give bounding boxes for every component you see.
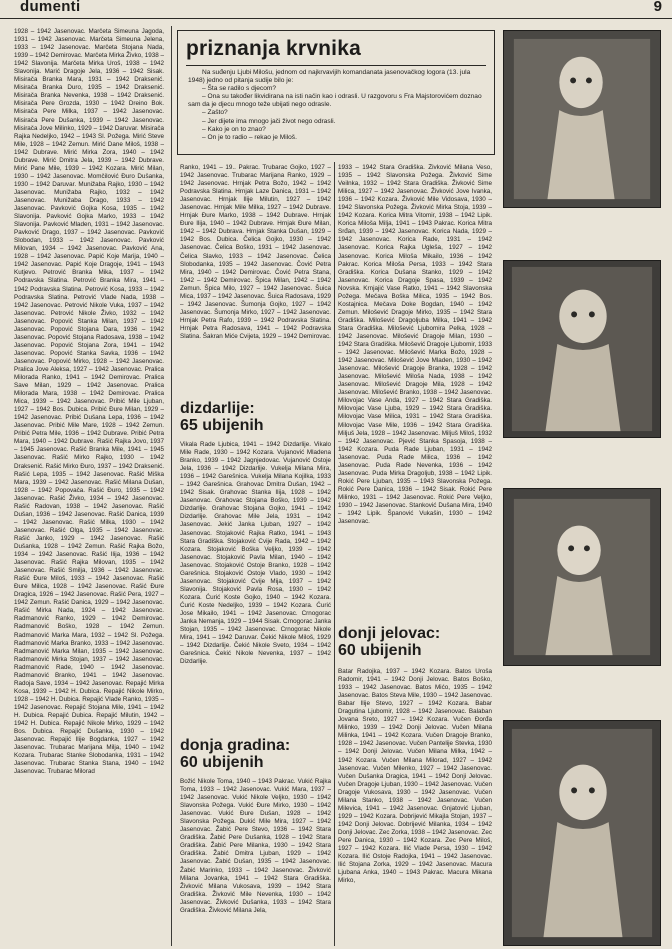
intro-answer: – Jer dijete ima mnogo jači život nego odrasli. [202, 117, 336, 125]
intro-question: – Zašto? [202, 109, 228, 117]
page-header [0, 0, 672, 19]
intro-question: – Šta se radilo s djecom? [202, 85, 277, 93]
article-intro [188, 69, 484, 142]
victims-text: Božić Nikole Toma, 1940 – 1943 Pakrac. Vukić Rajka Toma, 1933 – 1942 Jasenovac. Vukić Mara, 1937 – 1942 Jasenovac. Vukić Nikole Veljko, 1930 – 1942 Slavonska Požega. Vukić Đure Mirko, 1930 – 1942 Jasenovac. Vukić Đure Dušan, 1928 – 1942 Slavonska Požega. Dukić Mile Mira, 1927 – 1942 Jasenovac. Žabić Pere Stevo, 1936 – 1942 Stara Gradiška. Žabić Pere Dušanka, 1928 – 1942 Stara Gradiška. Žabić Pere Milanka, 1930 – 1942 Stara Gradiška. Žabić Dmitra Ljuban, 1929 – 1942 Jasenovac. Žabić Dušan, 1935 – 1942 Jasenovac. Žabić Marinko, 1933 – 1942 Jasenovac. Živković Milana Jovanka, 1941 – 1942 Stara Gradiška. Živković Milana Vukosava, 1939 – 1942 Stara Gradiška. Živković Mile Nevenka, 1930 – 1942 Jasenovac. Živković Dušanka, 1933 – 1942 Stara Gradiška. Živković Milana Jela, [180, 778, 331, 914]
dizdarlije-list [180, 441, 331, 727]
child-victim-photo-icon [503, 488, 661, 666]
heading-text: donji jelovac: 60 ubijenih [338, 625, 441, 659]
dizdarlije-heading [180, 400, 330, 434]
donja-gradina-list [180, 778, 331, 946]
victims-text: Vikala Rade Ljubica, 1941 – 1942 Dizdarlije. Vikalo Mile Rade, 1930 – 1942 Kozara. Vujanović Mladena Branko, 1939 – 1942 Jagnjedovac. Vujanović Ostoje Jela, 1936 – 1942 Dizdarlije. Vukelja Milana Mira, 1936 – 1942 Garešnica. Vukelja Milana Kojilka, 1933 – 1942 Garešnica. Grahovac Dmitra Dušan, 1942 – 1942 Sisak. Grahovac Stanka Ilija, 1928 – 1942 Jasenovac. Grahovac Stojana Boško, 1939 – 1942 Dizdarlije. Grahovac Stojana Gojko, 1941 – 1942 Dizdarlije. Grahovac Mile Jela, 1931 – 1942 Jasenovac. Jekić Janka Ljuban, 1927 – 1942 Jasenovac. Stojaković Rajka Ratko, 1941 – 1943 Stara Gradiška. Stojaković Cvije Rada, 1942 – 1942 Kozara. Stojaković Boška Veljko, 1939 – 1942 Jasenovac. Stojaković Pavla Milan, 1940 – 1942 Jasenovac. Stojaković Ostoje Branko, 1928 – 1942 Garešnica. Stojaković Ostoje Vlado, 1930 – 1942 Jasenovac. Stojaković Cvije Mija, 1937 – 1942 Slavonija. Stojaković Pavla Rosa, 1930 – 1942 Kozara. Ćurić Koste Gojko, 1940 – 1942 Kozara. Ćurić Koste Nedeljko, 1939 – 1942 Kozara. Ćurić Jose Mikailo, 1941 – 1942 Jasenovac. Crnogorac Janka Nemanja, 1929 – 1944 Sisak. Crnogorac Janka Stojan, 1935 – 1942 Jasenovac. Crnogorac Nikole Mira, 1941 – 1942 Daruvar. Čekić Nikole Miloš, 1929 – 1942 Dizdarlije. Čekić Nikole Sveto, 1934 – 1942 Garešnica. Čekić Nikole Nevenka, 1937 – 1942 Dizdarlije. [180, 441, 331, 666]
child-victim-photo-icon [503, 260, 661, 438]
intro-question: – Kako je on to znao? [202, 125, 266, 133]
victims-text: 1933 – 1942 Stara Gradiška. Živković Milana Veso, 1935 – 1942 Slavonska Požega. Živković Sime Veilnka, 1932 – 1942 Stara Gradiška. Živković Sime Milica, 1927 – 1942 Jasenovac. Živković Jove Ivanka, 1936 – 1942 Kozara. Živković Mile Vidosava, 1930 – 1942 Slavonska Požega. Živković Mirka Stoja, 1939 – 1942 Kozara. Korica Mitra Vitomir, 1938 – 1942 Lipik. Korica Miloša Milja, 1941 – 1943 Pakrac. Korica Mitra Srđan, 1939 – 1942 Jasenovac. Korica Nada, 1929 – 1942 Jasenovac. Korica Rade, 1931 – 1942 Jasenovac. Korica Rajka Ugleša, 1927 – 1942 Jasenovac. Korica Miloša Mikailo, 1936 – 1942 Pakrac. Korica Miloša Persa, 1933 – 1942 Stara Gradiška. Korica Dušana Stanko, 1929 – 1942 Jasenovac. Korica Dragoje Spasa, 1939 – 1942 Novska. Krnjajić Vase Ratko, 1941 – 1942 Slavonska Požega. Mečava Boška Milica, 1935 – 1942 Bos. Kostajnica. Mečava Doke Bogdan, 1940 – 1942 Zemun. Milošević Dragoje Mirko, 1935 – 1942 Stara Gradiška. Milošević Dragoljuba Milka, 1941 – 1942 Stara Gradiška. Milošević Ljubomira Pelka, 1928 – 1942 Jasenovac. Milošević Dragoje Milan, 1930 – 1942 Stara Gradiška. Milošević Dragoje Ljubomir, 1933 – 1942 Jasenovac. Milošević Marka Božo, 1928 – 1942 Jasenovac. Milošević Jove Mladen, 1930 – 1942 Jasenovac. Milošević Dragoje Branka, 1928 – 1942 Jasenovac. Milošević Miloša Nada, 1938 – 1942 Jasenovac. Milošević Dragoje Mila, 1928 – 1942 Jasenovac. Milošević Branko, 1938 – 1942 Jasenovac. Milovojac Vase Anda, 1927 – 1942 Stara Gradiška. Milovojac Vase Ljuba, 1929 – 1942 Stara Gradiška. Milovojac Vase Milica, 1931 – 1942 Stara Gradiška. Milovojac Vase Mile, 1936 – 1942 Stara Gradiška. Miljuš Jela, 1928 – 1942 Jasenovac. Miljuš Miloš, 1932 – 1942 Jasenovac. Pjević Stanka Spasoja, 1938 – 1942 Kozara. Puda Rade Ljuban, 1931 – 1942 Jasenovac. Puda Rade Milica, 1936 – 1942 Jasenovac. Puda Rade Nevenka, 1936 – 1942 Jasenovac. Puda Mirka Dragoljub, 1938 – 1942 Lipik. Rokić Pere Ljuban, 1935 – 1943 Slavonska Požega. Rokić Pere Danica, 1936 – 1942 Sisak. Rokić Pere Milinko, 1931 – 1942 Jasenovac. Rokić Pere Veljko, 1930 – 1942 Jasenovac. Stanković Dušana Mira, 1940 – 1942 Lipik. Španović Vukašin, 1930 – 1942 Jasenovac. [338, 164, 492, 526]
child-victim-photo-icon [503, 30, 661, 208]
column-divider [334, 162, 335, 946]
donja-gradina-heading [180, 737, 330, 771]
victims-text: Batar Radojka, 1937 – 1942 Kozara. Batos Uroša Radomir, 1941 – 1942 Donji Jelovac. Batos Boško, 1933 – 1942 Jasenovac. Batos Mićo, 1935 – 1942 Jasenovac. Batos Steva Mile, 1930 – 1942 Jasenovac. Babar Ilije Stevo, 1927 – 1942 Kozara. Babar Dragutina Ljubomir, 1928 – 1942 Jasenovac. Balaban Jovana Sreto, 1927 – 1942 Kozara. Vučen Đorđa Milinko, 1939 – 1942 Donji Jelovac. Vučen Milana Milinka, 1941 – 1942 Kozara. Vučen Dragoje Branko, 1928 – 1942 Jasenovac. Vučen Pantelije Stevka, 1930 – 1942 Donji Jelovac. Vučen Milana Milka, 1942 – 1942 Kozara. Vučen Milana Milorad, 1927 – 1942 Jasenovac. Vučen Milenko, 1927 – 1942 Jasenovac. Vučen Dušanka Dragica, 1941 – 1942 Donji Jelovac. Vučen Dragoje Ljuban, 1930 – 1942 Jasenovac. Vučen Dragoje Vukosava, 1930 – 1942 Jasenovac. Vučen Milana Stanko, 1938 – 1942 Jasenovac. Vučen Milevica, 1941 – 1942 Jasenovac. Gnjatović Ljuban, 1929 – 1942 Kozara. Dobrijević Mikajla Stojan, 1937 – 1942 Donji Jelovac. Dobrijević Milanka, 1934 – 1942 Donji Jelovac. Zec Zorka, 1938 – 1942 Jasenovac. Zec Pere Danica, 1930 – 1942 Kozara. Zec Pere Miloš, 1927 – 1942 Kozara. Ilić Vlade Persa, 1930 – 1942 Kozara. Ilić Ostoje Radojka, 1941 – 1942 Jasenovac. Ilić Stojana Zorka, 1929 – 1942 Jasenovac. Macura Ljubana Anka, 1940 – 1943 Pakrac. Macura Mikana Mirko, [338, 668, 492, 885]
donji-jelovac-list [338, 668, 492, 946]
intro-answer: – Ona su također likvidirana na isti način kao i odrasli. U razgovoru s Fra Majstorovićem doznao sam da je djecu mnogo teže ubijati nego odrasle. [188, 93, 482, 109]
victims-text: 1928 – 1942 Jasenovac. Marčeta Simeuna Jagoda, 1931 – 1942 Jasenovac. Marčeta Simeuna Jelena, 1933 – 1942 Jasenovac. Marčeta Stojana Nada, 1939 – 1942 Demirovac. Marčeta Mirka Živko, 1938 – 1942 Slavonija. Marčeta Mirka Uroš, 1938 – 1942 Slavonija. Marić Dragoje Jela, 1936 – 1942 Sisak. Misirača Branka Mara, 1931 – 1942 Draksenić. Misirača Branka Duro, 1935 – 1942 Draksenić. Misirača Branka Nevenka, 1938 – 1942 Draksenić. Misirača Pere Grozda, 1930 – 1942 Dreino Bok. Misirača Pere Milka, 1937 – 1942 Jasenovac. Misirača Pere Dušanka, 1939 – 1942 Jasenovac. Misirača Jove Milinko, 1929 – 1942 Daruvar. Misirača Rajka Nedeljko, 1942 – 1943 Sl. Požega. Mirić Steve Mile, 1928 – 1942 Zemun. Mirić Dane Miloš, 1938 – 1942 Dubrave. Mirić Mirka Zora, 1940 – 1942 Dubrave. Mirić Dmitra Jela, 1939 – 1942 Dubrave. Mirić Pane Mile, 1939 – 1942 Kozara. Mirić Milan, 1930 – 1942 Jasenovac. Momčilović Đuro Dušanka, 1930 – 1942 Daruvar. Munižaba Rajko, 1930 – 1942 Jasenovac. Munižaba Rajko, 1932 – 1942 Jasenovac. Munižaba Drago, 1933 – 1942 Jasenovac. Pavković Gojka Kosa, 1935 – 1942 Slavonija. Pavković Gojka Marko, 1933 – 1942 Slavonija. Pavković Mladen, 1931 – 1942 Jasenovac. Pavković Drago, 1937 – 1942 Jasenovac. Pavković Slobodan, 1933 – 1942 Jasenovac. Pavković Milovan, 1934 – 1942 Jasenovac. Pavković Ana, 1928 – 1942 Jasenovac. Papić Koje Marija, 1940 – 1942 Jasenovac. Papić Koje Dragoje, 1941 – 1943 Kutjevo. Petrović Branka Mika, 1937 – 1942 Podravska Slatina. Petrović Branka Mira, 1941 – 1942 Podravska Slatina. Petrović Kosa, 1933 – 1942 Podravska Slatina. Petrović Vlade Nada, 1938 – 1942 Jasenovac. Petrović Nikole Vuka, 1937 – 1942 Jasenovac. Petrović Nikole Živko, 1932 – 1942 Jasenovac. Popović Stanka Milan, 1937 – 1942 Jasenovac. Popović Stojana Dara, 1936 – 1942 Jasenovac. Popović Stojana Radosava, 1938 – 1942 Jasenovac. Popović Stojana Zora, 1941 – 1942 Jasenovac. Popović Stanka Savka, 1936 – 1942 Jasenovac. Popović Mirko, 1928 – 1942 Jasenovac. Pralica Jove Aleksa, 1927 – 1942 Jasenovac. Pralica Milorada Ranko, 1941 – 1942 Demirovac. Pralica Save Milan, 1929 – 1942 Jasenovac. Pralica Milorada Mara, 1938 – 1942 Demirovac. Pralica Mica, 1939 – 1942 Jasenovac. Pribić Mile Ljuban, 1927 – 1942 Bos. Dubica. Pribić Đure Milan, 1929 – 1942 Jasenovac. Pribić Dušana Lepa, 1936 – 1942 Jasenovac. Pribić Mile Mare, 1928 – 1942 Zemun. Pribić Petra Mile, 1936 – 1942 Dubrave. Pribić Petra Mara, 1940 – 1942 Dubrave. Rašić Rajka Jovo, 1937 – 1945 Jasenovac. Rašić Branka Mile, 1941 – 1945 Jasenovac. Rašić Mirko Rajko, 1930 – 1942 Draksenić. Rašić Mirko Đuro, 1937 – 1942 Draksenić. Rašić Lepa, 1935 – 1942 Jasenovac. Rašić Miška Mara, 1939 – 1942 Jasenovac. Rašić Milana Dušan, 1928 – 1942 Popovača. Rašić Đuro, 1935 – 1942 Jasenovac. Rašić Živko, 1934 – 1942 Jasenovac. Rašić Radovan, 1938 – 1942 Jasenovac. Rašić Dušan, 1936 – 1942 Jasenovac. Rašić Danica, 1939 – 1942 Jasenovac. Rašić Milka, 1930 – 1942 Jasenovac. Rašić Olga, 1935 – 1942 Jasenovac. Rašić Janko, 1929 – 1942 Jasenovac. Rašić Dušanka, 1928 – 1942 Zemun. Rašić Rajka Božo, 1934 – 1942 Jasenovac. Rašić Ilija, 1936 – 1942 Jasenovac. Rašić Rajka Milovan, 1935 – 1942 Jasenovac. Rašić Smilja, 1936 – 1942 Jasenovac. Rašić Đure Miloš, 1933 – 1942 Jasenovac. Rašić Đure Milica, 1928 – 1942 Jasenovac. Rašić Đure Dragica, 1926 – 1942 Jasenovac. Rašić Pera, 1927 – 1942 Zemun. Rašić Danica, 1929 – 1942 Jasenovac. Rašić Mirka Nada, 1924 – 1942 Jasenovac. Radmanović Ranko, 1929 – 1942 Demirovac. Radmanović Boško, 1928 – 1942 Zemun. Radmanović Marka Mara, 1932 – 1942 Sl. Požega. Radmanović Marka Branko, 1933 – 1942 Jasenovac. Radmanović Marka Milan, 1935 – 1942 Jasenovac. Radmanović Mirka Stojan, 1937 – 1942 Jasenovac. Radmanović Rade, 1940 – 1942 Jasenovac. Radmanović Branko, 1941 – 1942 Jasenovac. Radoja Save, 1934 – 1942 Jasenovac. Repajić Mirka Kosa, 1939 – 1942 H. Dubica. Repajić Nikole Mirko, 1928 – 1942 H. Dubica. Repajić Vlade Ranko, 1935 – 1942 Jasenovac. Repajić Stojana Mile, 1941 – 1942 H. Dubica. Repajić Dubica. Repajić Milutin, 1942 – 1942 H. Dubica. Repajić Nikole Mirko, 1929 – 1942 Bos. Dubica. Repajić Dušanka, 1930 – 1942 Jasenovac. Repajić Ilije Bogdanka, 1927 – 1942 Jasenovac. Trubarac Marijana Milja, 1940 – 1942 Kozara. Trubarac Stanke Slobodanka, 1931 – 1942 Jasenovac. Trubarac Stanka Stana, 1940 – 1942 Jasenovac. Trubarac Milorad [14, 28, 164, 776]
victims-list-middle-top [180, 164, 331, 394]
victims-list-right [338, 164, 492, 619]
heading-text: dizdarlije: 65 ubijenih [180, 400, 264, 434]
column-divider [171, 26, 172, 946]
photo-column [503, 30, 661, 946]
title-rule [186, 65, 486, 66]
intro-answer: – On je to radio – rekao je Miloš. [202, 133, 297, 141]
intro-paragraph: Na suđenju Ljubi Milošu, jednom od najkrvavijih komandanata jasenovačkog logora (13. jula 1948) jedno od pitanja sudije bilo je: [188, 69, 471, 85]
section-title: dumenti [20, 0, 81, 15]
article-box [177, 30, 495, 155]
page-number: 9 [653, 0, 662, 15]
heading-text: donja gradina: 60 ubijenih [180, 737, 291, 771]
child-victim-photo-icon [503, 720, 661, 946]
article-title: priznanja krvnika [186, 37, 361, 60]
donji-jelovac-heading [338, 625, 492, 659]
victims-list-left [14, 28, 164, 946]
victims-text: Ranko, 1941 – 19.. Pakrac. Trubarac Gojko, 1927 – 1942 Jasenovac. Trubarac Marijana Ranko, 1929 – 1942 Jasenovac. Hrnjak Petra Božo, 1942 – 1942 Podravska Slatina. Hrnjak Laze Danica, 1931 – 1942 Jasenovac. Hrnjak Ilije Milutin, 1927 – 1942 Jasenovac. Hrnjak Mile Milka, 1927 – 1942 Dubrave. Hrnjak Đure Marko, 1938 – 1942 Dubrave. Hrnjak Đure Ilija, 1940 – 1942 Dubrave. Hrnjak Đure Milan, 1942 – 1942 Dubrava. Hrnjak Stanka Dušan, 1929 – 1942 Bos. Dubica. Čelica Gojko, 1930 – 1942 Jasenovac. Čelica Boško, 1931 – 1942 Jasenovac. Čelica Slavko, 1933 – 1942 Jasenovac. Čelica Slobodanka, 1935 – 1942 Jasenovac. Čović Petra Mira, 1940 – 1942 Demirovac. Čović Petra Stana, 1942 – 1942 Demirovac. Špica Milan, 1942 – 1942 Zemun. Špica Milo, 1927 – 1942 Jasenovac. Šuica Mica, 1937 – 1942 Jasenovac. Šuica Radosava, 1929 – 1942 Jasenovac. Šumonja Gojko, 1927 – 1942 Jasenovac. Šumonja Mirko, 1927 – 1942 Jasenovac. Hrnjak Petra Rafo, 1939 – 1942 Podravska Slatina. Hrnjak Petra Radosava, 1941 – 1942 Podravska Slatina. Šakran Miće Cvijeta, 1929 – 1942 Demirovac. [180, 164, 331, 340]
